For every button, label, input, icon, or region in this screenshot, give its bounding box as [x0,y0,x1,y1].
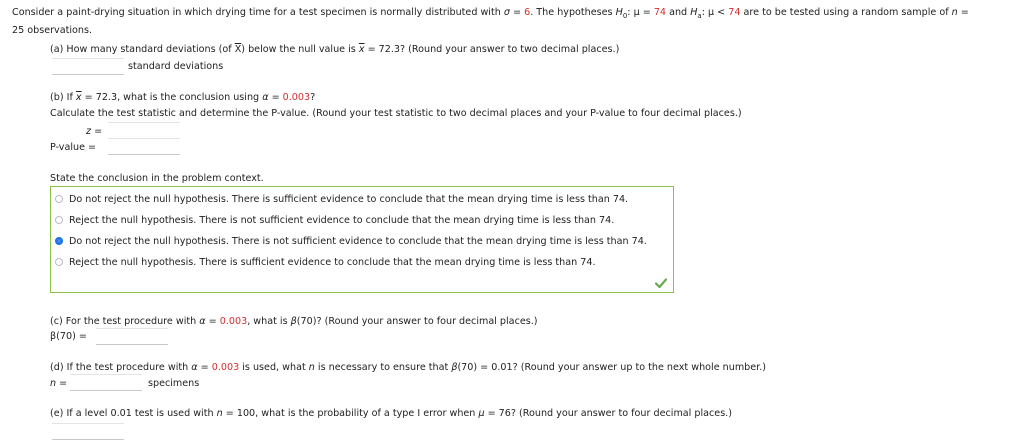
part-a-text-2: ) below the null value is [241,44,359,55]
alpha-symbol-b: α [262,92,269,103]
intro-line-1 [12,7,969,20]
mu0-value: 74 [653,7,667,18]
part-d-question [50,362,766,373]
xbar-symbol: $\overline{X}$ [234,44,242,55]
choice-label: Reject the null hypothesis. There is not sufficient evidence to conclude that the mean drying time is less than 74. [69,214,615,226]
choice-3[interactable] [51,232,647,250]
z-input[interactable] [108,122,180,139]
xbar-symbol-b: $\overline{x}$ [75,92,82,103]
part-d-text-1: (d) If the test procedure with [50,362,192,373]
part-e-text-3: = 76? (Round your answer to four decimal places.) [484,408,732,419]
intro-text-4: are to be tested using a random sample of [740,7,952,18]
checkmark-icon [655,278,667,288]
radio-button[interactable] [55,195,63,203]
choice-label: Do not reject the null hypothesis. There is not sufficient evidence to conclude that the mean drying time is less than 74. [69,235,647,247]
mu-symbol-e: μ [478,408,485,419]
n-symbol: n [951,7,958,18]
part-e-text-2: = 100, what is the probability of a type I error when [222,408,479,419]
choice-label: Do not reject the null hypothesis. There is sufficient evidence to conclude that the mean drying time is less than 74. [69,193,629,205]
intro-text-2: . The hypotheses [530,7,616,18]
beta-70-input[interactable] [96,328,168,345]
part-b-text-1: (b) If [50,92,76,103]
alpha-value-b: 0.003 [282,92,311,103]
choice-4[interactable] [51,253,596,271]
n-symbol-e: n [216,408,223,419]
intro-text: Consider a paint-drying situation in which drying time for a test specimen is normally distributed with [12,7,504,18]
beta-symbol-d: β [451,362,458,373]
choice-1[interactable] [51,190,628,208]
n-input[interactable] [70,374,142,391]
radio-button-selected[interactable] [55,237,63,245]
n-symbol-d: n [308,362,315,373]
part-a-text-3: = 72.3? (Round your answer to two decimal places.) [364,44,620,55]
state-conclusion-label: State the conclusion in the problem context. [50,173,264,184]
radio-button[interactable] [55,258,63,266]
part-e-question [50,408,732,419]
alpha-value-d: 0.003 [211,362,240,373]
part-d-text-3: is used, what [239,362,309,373]
part-b-instructions: Calculate the test statistic and determine the P-value. (Round your test statistic to two decimal places and your P-value to four decimal places.) [50,108,742,119]
part-d-text-2: = [197,362,212,373]
part-b-text-3: = [268,92,283,103]
intro-line-2: 25 observations. [12,25,93,36]
mua-value: 74 [728,7,741,18]
part-e-text-1: (e) If a level 0.01 test is used with [50,408,217,419]
ha-subscript: a [697,11,702,20]
beta-symbol-c: β [290,316,297,327]
beta-70-label: β(70) = [50,331,87,342]
intro-text-3: and [666,7,691,18]
part-a-question [50,44,619,55]
part-a-answer-input[interactable] [52,58,124,75]
n-label: n = [50,378,68,389]
part-a-text-1: (a) How many standard deviations (of [50,44,235,55]
part-c-text-1: (c) For the test procedure with [50,316,200,327]
p-value-input[interactable] [108,138,180,155]
choice-label: Reject the null hypothesis. There is sufficient evidence to conclude that the mean drying time is less than 74. [69,256,596,268]
sigma-value: 6 [524,7,531,18]
ha-symbol: H [690,7,698,18]
alpha-symbol-c: α [199,316,206,327]
choice-2[interactable] [51,211,614,229]
radio-button[interactable] [55,216,63,224]
part-b-text-2: = 72.3, what is the conclusion using [81,92,263,103]
z-label: z = [86,126,103,137]
part-c-question [50,316,538,327]
part-a-unit: standard deviations [128,61,224,72]
part-b-question [50,92,315,103]
part-b-text-4: ? [310,92,316,103]
h0-symbol: H [615,7,623,18]
sigma-symbol: σ = [503,7,525,18]
part-e-answer-input[interactable] [52,423,124,440]
part-c-text-3: , what is [247,316,291,327]
p-value-label: P-value = [50,142,97,153]
alpha-value-c: 0.003 [219,316,248,327]
h0-subscript: 0 [622,11,628,20]
alpha-symbol-d: α [191,362,198,373]
conclusion-choices [50,186,674,293]
intro-text-5: = [957,7,969,18]
part-c-text-4: (70)? (Round your answer to four decimal places.) [296,316,538,327]
n-unit: specimens [148,378,200,389]
part-d-text-5: (70) = 0.01? (Round your answer up to the next whole number.) [457,362,767,373]
ha-rest: : μ < [701,7,729,18]
h0-rest: : μ = [627,7,654,18]
xbar-symbol-2: $\overline{x}$ [358,44,365,55]
part-d-text-4: is necessary to ensure that [314,362,452,373]
part-c-text-2: = [205,316,220,327]
